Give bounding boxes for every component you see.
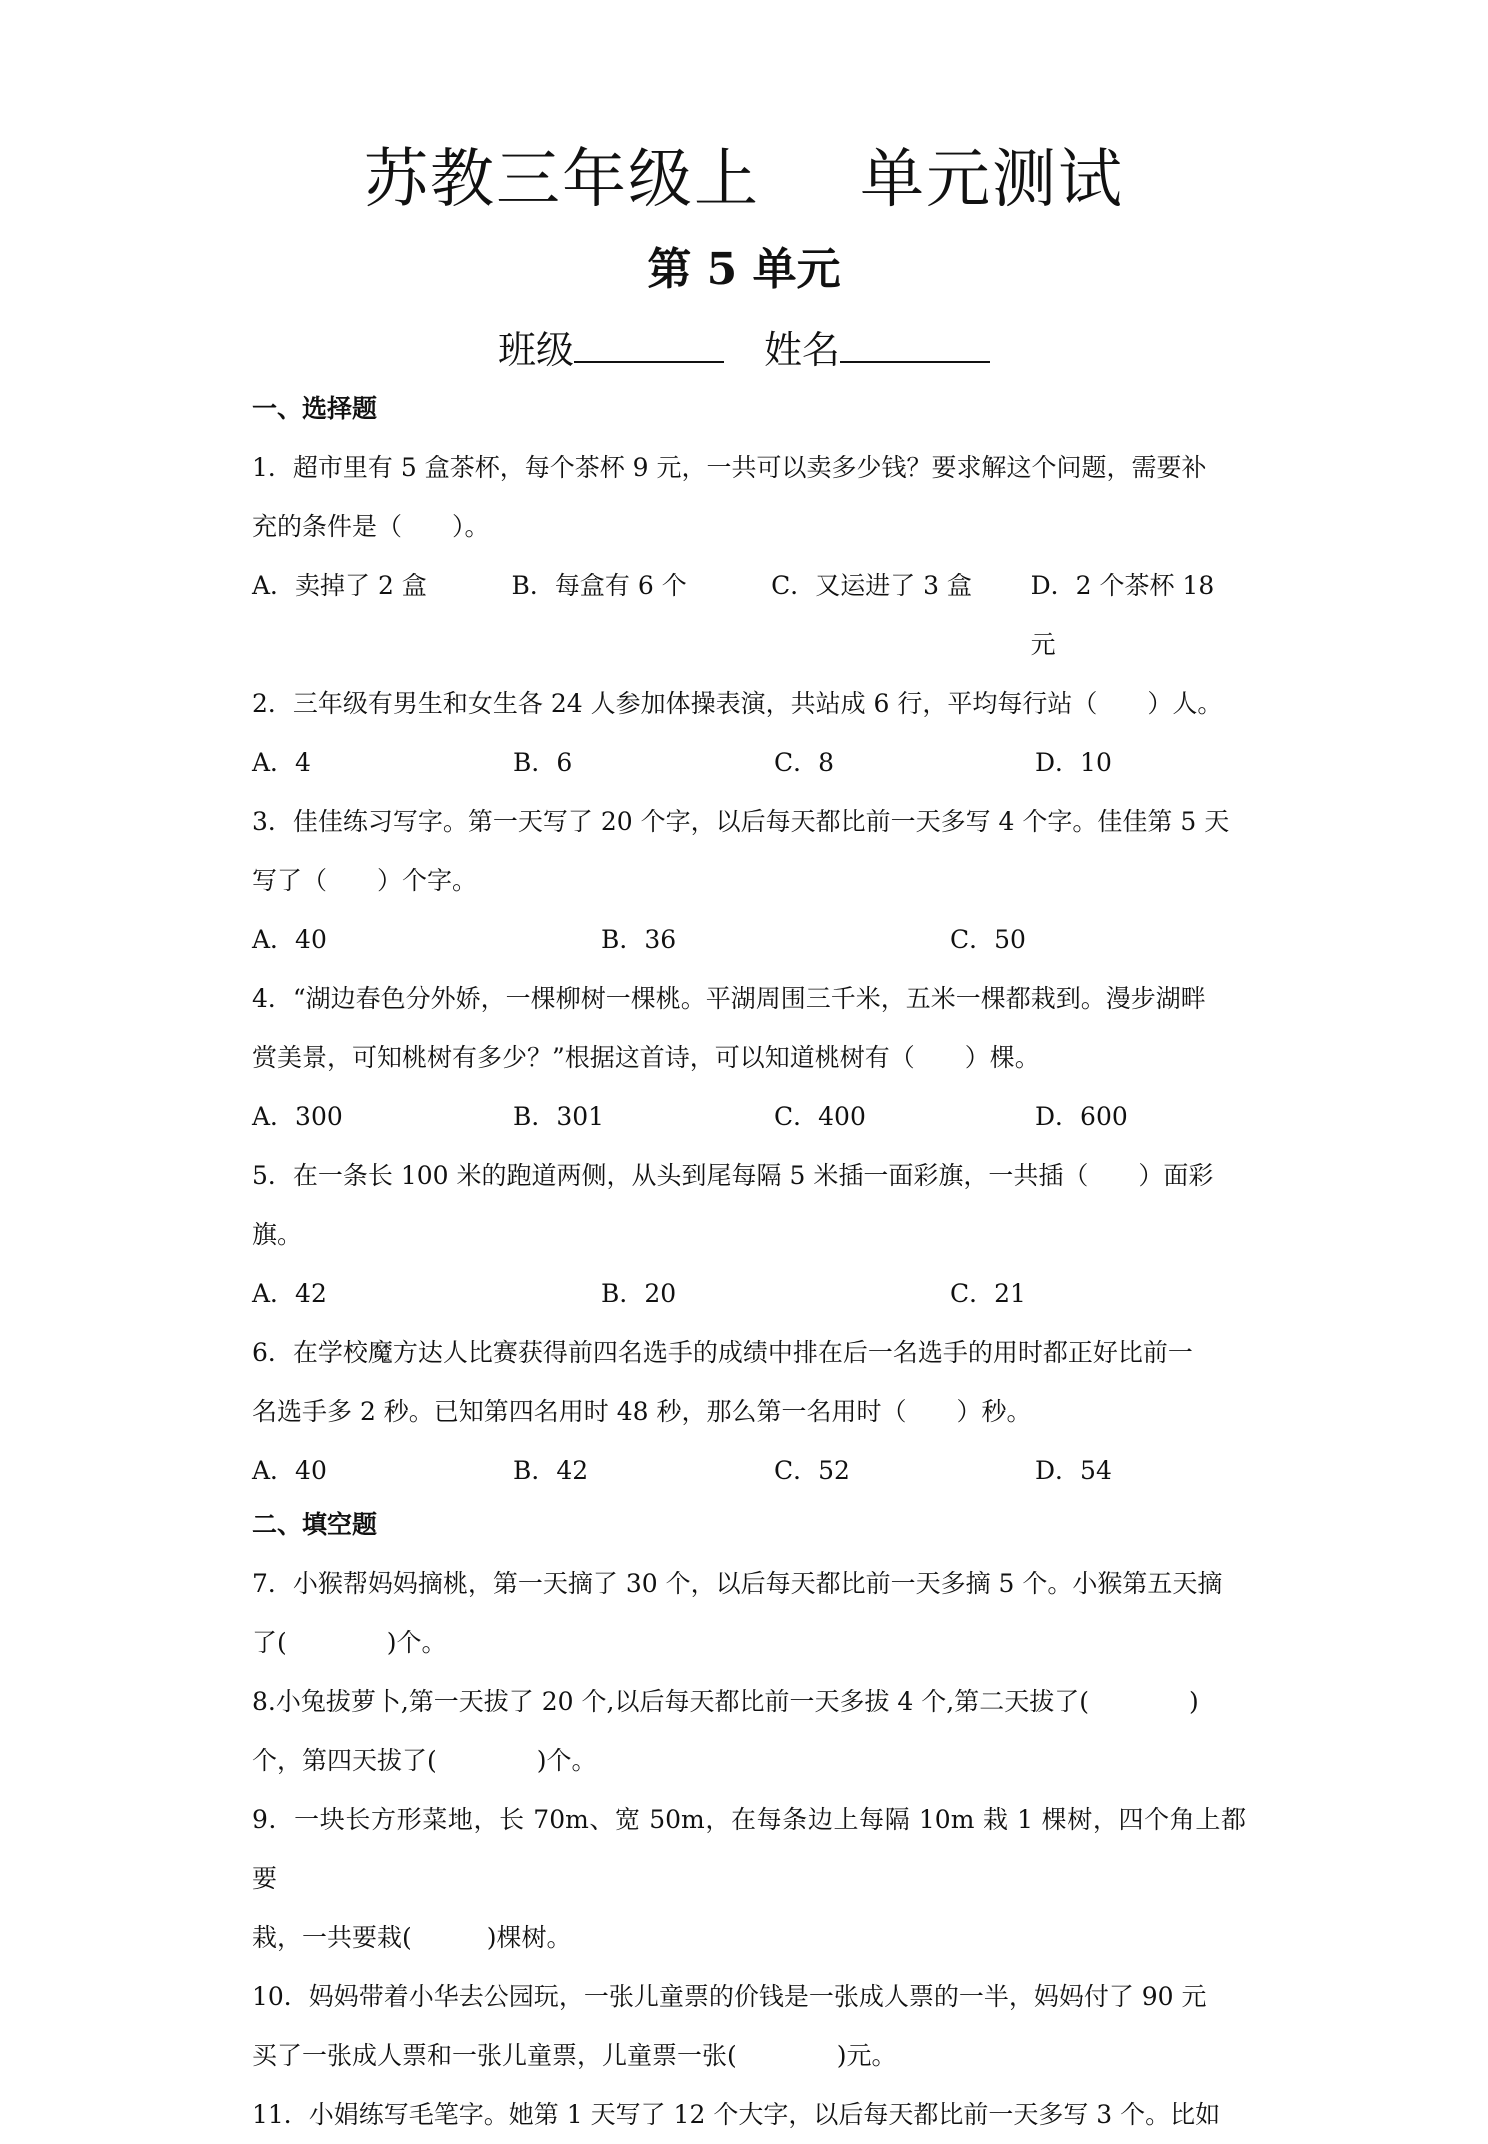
option-c[interactable]: C．8 (774, 748, 835, 777)
class-label: 班级 (497, 328, 574, 372)
name-label: 姓名 (764, 328, 841, 372)
option-a[interactable]: A．300 (252, 1102, 343, 1131)
question-6-options (252, 1441, 1246, 1500)
option-d[interactable]: D．54 (1035, 1456, 1112, 1485)
page-title (0, 140, 1488, 220)
option-c[interactable]: C．52 (774, 1456, 850, 1485)
section-heading-fill: 二、填空题 (252, 1510, 378, 1539)
option-a[interactable]: A．42 (252, 1279, 327, 1308)
question-3-options (252, 910, 1246, 969)
option-b[interactable]: B．每盒有 6 个 (511, 571, 687, 600)
question-3: 3．佳佳练习写字。第一天写了 20 个字，以后每天都比前一天多写 4 个字。佳佳第 5 天 写了（ ）个字。 (252, 807, 1230, 895)
question-7: 7．小猴帮妈妈摘桃，第一天摘了 30 个，以后每天都比前一天多摘 5 个。小猴第五天摘 了( )个。 (252, 1569, 1223, 1657)
name-blank[interactable] (840, 325, 990, 363)
unit-subtitle: 第 5 单元 (647, 244, 841, 295)
question-5: 5．在一条长 100 米的跑道两侧，从头到尾每隔 5 米插一面彩旗，一共插（ ）面彩 旗。 (252, 1161, 1214, 1249)
option-d[interactable]: D．10 (1035, 748, 1112, 777)
option-a[interactable]: A．40 (252, 925, 327, 954)
question-1: 1．超市里有 5 盒茶杯，每个茶杯 9 元，一共可以卖多少钱？要求解这个问题，需要补 充的条件是（ ）。 (252, 453, 1207, 541)
option-d[interactable]: D．2 个茶杯 18 元 (1030, 571, 1215, 659)
option-b[interactable]: B．301 (513, 1102, 605, 1131)
option-b[interactable]: B．6 (513, 748, 573, 777)
question-8: 8.小兔拔萝卜,第一天拔了 20 个,以后每天都比前一天多拔 4 个,第二天拔了( ) 个，第四天拔了( )个。 (252, 1687, 1199, 1775)
question-9: 9．一块长方形菜地，长 70m、宽 50m，在每条边上每隔 10m 栽 1 棵树，四个角上都要 栽，一共要栽( )棵树。 (252, 1805, 1246, 1952)
question-2: 2．三年级有男生和女生各 24 人参加体操表演，共站成 6 行，平均每行站（ ）人。 (252, 689, 1223, 718)
section-heading-choice: 一、选择题 (252, 394, 378, 423)
question-4-options (252, 1087, 1246, 1146)
option-a[interactable]: A．40 (252, 1456, 327, 1485)
option-d[interactable]: D．600 (1035, 1102, 1128, 1131)
question-5-options (252, 1264, 1246, 1323)
option-b[interactable]: B．36 (601, 925, 677, 954)
option-c[interactable]: C．又运进了 3 盒 (771, 571, 972, 600)
option-c[interactable]: C．50 (950, 925, 1026, 954)
class-blank[interactable] (574, 325, 724, 363)
question-2-options (252, 733, 1246, 792)
option-a[interactable]: A．卖掉了 2 盒 (252, 571, 427, 600)
option-b[interactable]: B．20 (601, 1279, 677, 1308)
question-1-options (252, 556, 1246, 674)
question-4: 4．“湖边春色分外娇，一棵柳树一棵桃。平湖周围三千米，五米一棵都栽到。漫步湖畔 赏美景，可知桃树有多少？”根据这首诗，可以知道桃树有（ ）棵。 (252, 984, 1206, 1072)
question-10: 10．妈妈带着小华去公园玩，一张儿童票的价钱是一张成人票的一半，妈妈付了 90 元 买了一张成人票和一张儿童票，儿童票一张( )元。 (252, 1982, 1207, 2070)
worksheet-content (252, 394, 1246, 2144)
option-c[interactable]: C．400 (774, 1102, 866, 1131)
question-6: 6．在学校魔方达人比赛获得前四名选手的成绩中排在后一名选手的用时都正好比前一 名选手多 2 秒。已知第四名用时 48 秒，那么第一名用时（ ）秒。 (252, 1338, 1193, 1426)
option-c[interactable]: C．21 (950, 1279, 1026, 1308)
question-11: 11．小娟练写毛笔字。她第 1 天写了 12 个大字，以后每天都比前一天多写 3 个。比如 (252, 2100, 1221, 2129)
class-name-line (0, 322, 1488, 378)
title-left: 苏教三年级上 (364, 143, 760, 217)
title-right: 单元测试 (860, 143, 1124, 217)
option-b[interactable]: B．42 (513, 1456, 589, 1485)
option-a[interactable]: A．4 (252, 748, 311, 777)
